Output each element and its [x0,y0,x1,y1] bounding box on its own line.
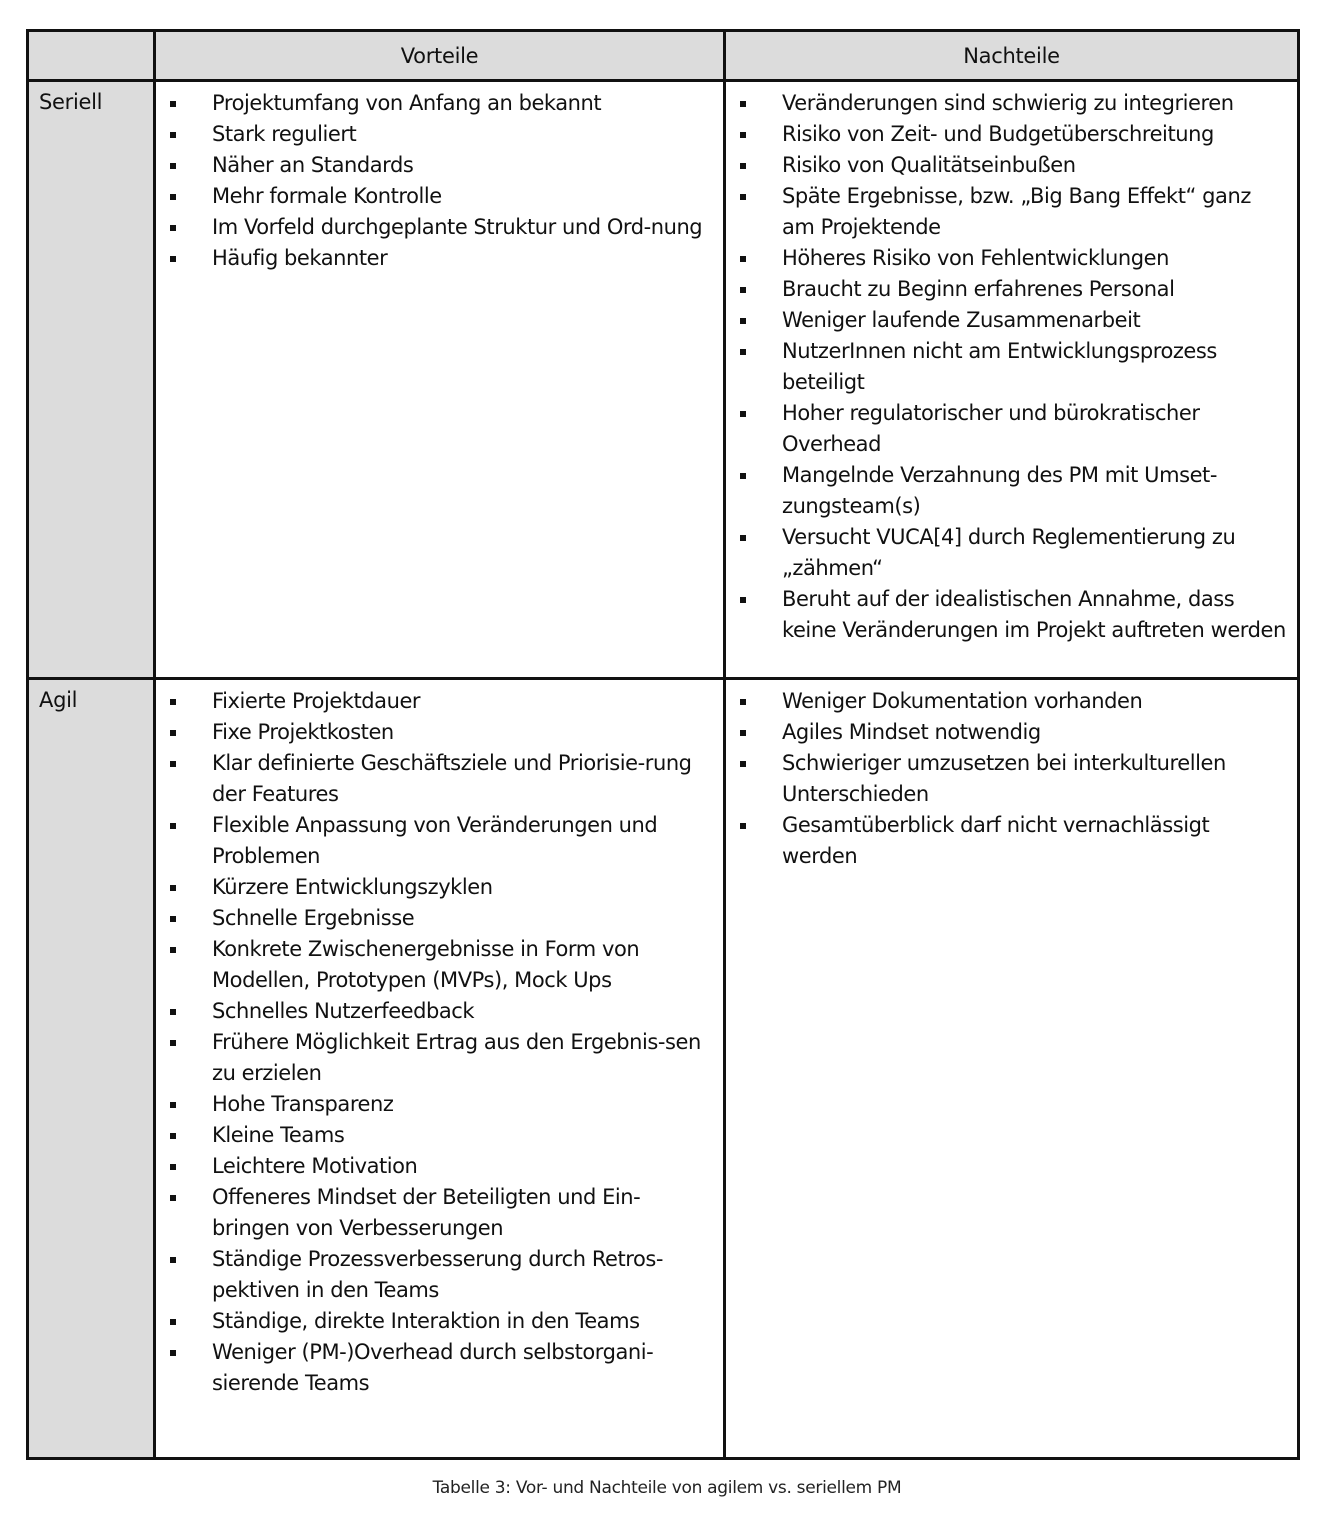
column-divider [723,32,726,1457]
list-item: Braucht zu Beginn erfahrenes Personal [726,274,1287,305]
header-vorteile-label: Vorteile [400,43,479,68]
agil-nachteile-list [726,680,1287,872]
list-item: Veränderungen sind schwierig zu integrieren [726,88,1287,119]
row-label-text: Seriell [39,90,103,114]
agil-vorteile-list [156,680,709,1399]
seriell-nachteile-list [726,82,1287,646]
list-item: Weniger (PM-)Overhead durch selbstorgani-sierende Teams [156,1337,709,1399]
row-divider [29,677,1297,680]
header-nachteile-label: Nachteile [963,43,1060,68]
list-item: Gesamtüberblick darf nicht vernachlässigt werden [726,810,1287,872]
list-item: Späte Ergebnisse, bzw. „Big Bang Effekt“ ganz am Projektende [726,181,1287,243]
agil-nachteile-cell [726,680,1297,1457]
list-item: Fixierte Projektdauer [156,686,709,717]
list-item: Versucht VUCA[4] durch Reglementierung zu „zähmen“ [726,522,1287,584]
list-item: Frühere Möglichkeit Ertrag aus den Ergebnis-sen zu erzielen [156,1027,709,1089]
list-item: Kleine Teams [156,1120,709,1151]
header-nachteile [726,32,1297,79]
row-label-seriell [29,82,153,677]
list-item: Im Vorfeld durchgeplante Struktur und Ord-nung [156,212,709,243]
list-item: Fixe Projektkosten [156,717,709,748]
list-item: Hohe Transparenz [156,1089,709,1120]
list-item: Leichtere Motivation [156,1151,709,1182]
list-item: Stark reguliert [156,119,709,150]
list-item: Näher an Standards [156,150,709,181]
list-item: Kürzere Entwicklungszyklen [156,872,709,903]
list-item: Agiles Mindset notwendig [726,717,1287,748]
column-divider [153,32,156,1457]
agil-vorteile-cell [156,680,723,1457]
list-item: Ständige Prozessverbesserung durch Retros-pektiven in den Teams [156,1244,709,1306]
header-vorteile [156,32,723,79]
list-item: Höheres Risiko von Fehlentwicklungen [726,243,1287,274]
list-item: Weniger Dokumentation vorhanden [726,686,1287,717]
seriell-vorteile-cell [156,82,723,677]
list-item: Flexible Anpassung von Veränderungen und Problemen [156,810,709,872]
list-item: NutzerInnen nicht am Entwicklungsprozess beteiligt [726,336,1287,398]
header-corner-cell [29,32,153,79]
list-item: Ständige, direkte Interaktion in den Teams [156,1306,709,1337]
list-item: Weniger laufende Zusammenarbeit [726,305,1287,336]
list-item: Hoher regulatorischer und bürokratischer Overhead [726,398,1287,460]
list-item: Offeneres Mindset der Beteiligten und Ein-bringen von Verbesserungen [156,1182,709,1244]
list-item: Klar definierte Geschäftsziele und Priorisie-rung der Features [156,748,709,810]
list-item: Schwieriger umzusetzen bei interkulturellen Unterschieden [726,748,1287,810]
list-item: Mehr formale Kontrolle [156,181,709,212]
list-item: Konkrete Zwischenergebnisse in Form von Modellen, Prototypen (MVPs), Mock Ups [156,934,709,996]
row-label-agil [29,680,153,1457]
seriell-nachteile-cell [726,82,1297,677]
list-item: Projektumfang von Anfang an bekannt [156,88,709,119]
row-divider [29,79,1297,82]
list-item: Schnelles Nutzerfeedback [156,996,709,1027]
list-item: Risiko von Qualitätseinbußen [726,150,1287,181]
list-item: Häufig bekannter [156,243,709,274]
list-item: Beruht auf der idealistischen Annahme, dass keine Veränderungen im Projekt auftreten werden [726,584,1287,646]
table-caption: Tabelle 3: Vor- und Nachteile von agilem vs. seriellem PM [432,1478,902,1498]
list-item: Schnelle Ergebnisse [156,903,709,934]
comparison-table [26,29,1300,1460]
list-item: Risiko von Zeit- und Budgetüberschreitung [726,119,1287,150]
seriell-vorteile-list [156,82,709,274]
list-item: Mangelnde Verzahnung des PM mit Umset-zungsteam(s) [726,460,1287,522]
row-label-text: Agil [39,688,78,712]
